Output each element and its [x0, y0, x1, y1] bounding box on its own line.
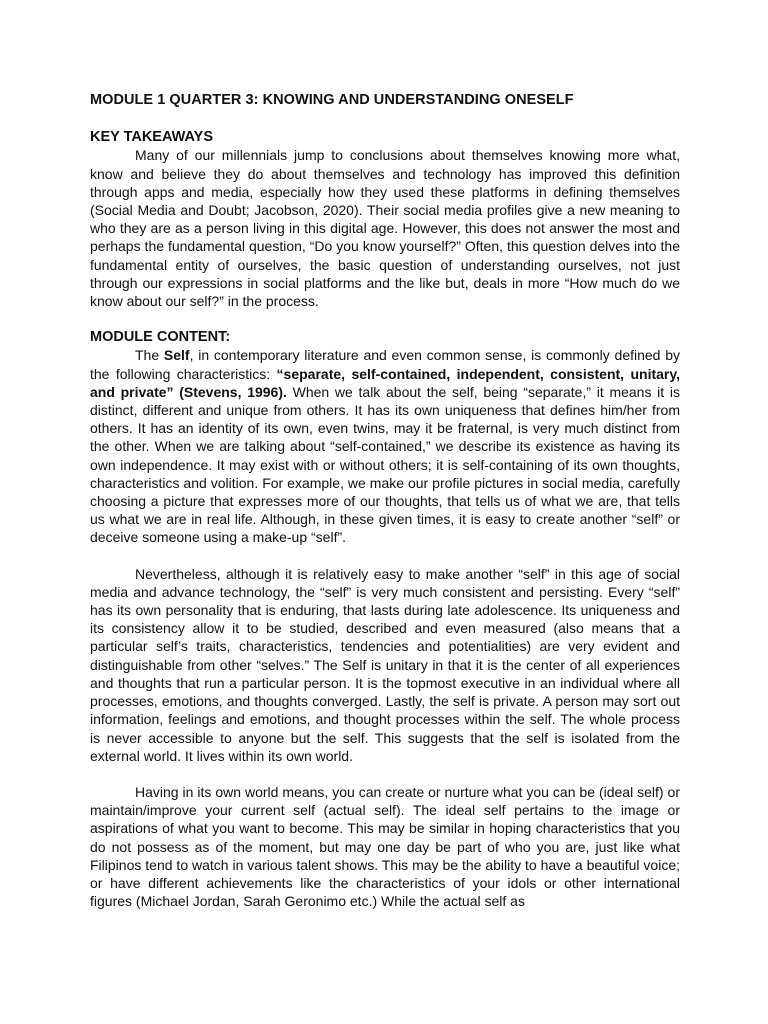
self-term: Self	[163, 347, 190, 364]
document-page	[90, 91, 680, 910]
module-content-paragraph-1	[90, 346, 680, 546]
paragraph-text: The	[135, 347, 164, 364]
key-takeaways-paragraph: Many of our millennials jump to conclusions about themselves knowing more what, know and believe they do about themselves and technology has improved this definition through apps and media, especially how they used these platforms in defining themselves (Social Media and Doubt; Jacobson, 2020). Their social media profiles give a new meaning to who they are as a person living in this digital age. However, this does not answer the most and perhaps the fundamental question, “Do you know yourself?” Often, this question delves into the fundamental entity of ourselves, the basic question of understanding ourselves, not just through our expressions in social platforms and the like but, deals in more “How much do we know about our self?” in the process.	[90, 147, 680, 310]
characteristics-quote: “separate, self-contained, independent, consistent, unitary, and private” (Stevens, 1996).	[90, 365, 681, 400]
module-content-paragraph-3: Having in its own world means, you can create or nurture what you can be (ideal self) or maintain/improve your current self (actual self). The ideal self pertains to the image or aspirations of what you want to become. This may be similar in hoping characteristics that you do not possess as of the moment, but may one day be part of who you are, just like what Filipinos tend to watch in various talent shows. This may be the ability to have a beautiful voice; or have different achievements like the characteristics of your idols or other international figures (Michael Jordan, Sarah Geronimo etc.) While the actual self as	[90, 783, 680, 910]
paragraph-text: When we talk about the self, being “separate,” it means it is distinct, different and unique from others. It has its own uniqueness that defines him/her from others. It has an identity of its own, even twins, may it be fraternal, is very much distinct from the other. When we are talking about “self-contained,” we describe its existence as having its own independence. It may exist with or without others; it is self-containing of its own thoughts, characteristics and volition. For example, we make our profile pictures in social media, carefully choosing a picture that expresses more of our thoughts, that tells us of what we are, that tells us what we are in real life. Although, in these given times, it is easy to create another “self” or deceive someone using a make-up “self”.	[90, 383, 681, 546]
document-title: MODULE 1 QUARTER 3: KNOWING AND UNDERSTANDING ONESELF	[90, 92, 574, 108]
module-content-paragraph-2: Nevertheless, although it is relatively easy to make another “self” in this age of social media and advance technology, the “self” is very much consistent and persisting. Every “self” has its own personality that is enduring, that lasts during late adolescence. Its uniqueness and its consistency allow it to be studied, described and even measured (also means that a particular self’s traits, characteristics, tendencies and potentialities) are very evident and distinguishable from other “selves.” The Self is unitary in that it is the center of all experiences and thoughts that run a particular person. It is the topmost executive in an individual where all processes, emotions, and thoughts converged. Lastly, the self is private. A person may sort out information, feelings and emotions, and thought processes within the self. The whole process is never accessible to anyone but the self. This suggests that the self is isolated from the external world. It lives within its own world.	[90, 565, 680, 764]
paragraph-spacer	[90, 547, 680, 565]
paragraph-text: , in contemporary literature and even common sense, is commonly defined by the following characteristics:	[90, 347, 681, 382]
section-spacer	[90, 310, 680, 328]
section-heading-module-content: MODULE CONTENT:	[90, 329, 231, 346]
section-heading-key-takeaways: KEY TAKEAWAYS	[90, 129, 214, 146]
paragraph-spacer	[90, 765, 680, 783]
